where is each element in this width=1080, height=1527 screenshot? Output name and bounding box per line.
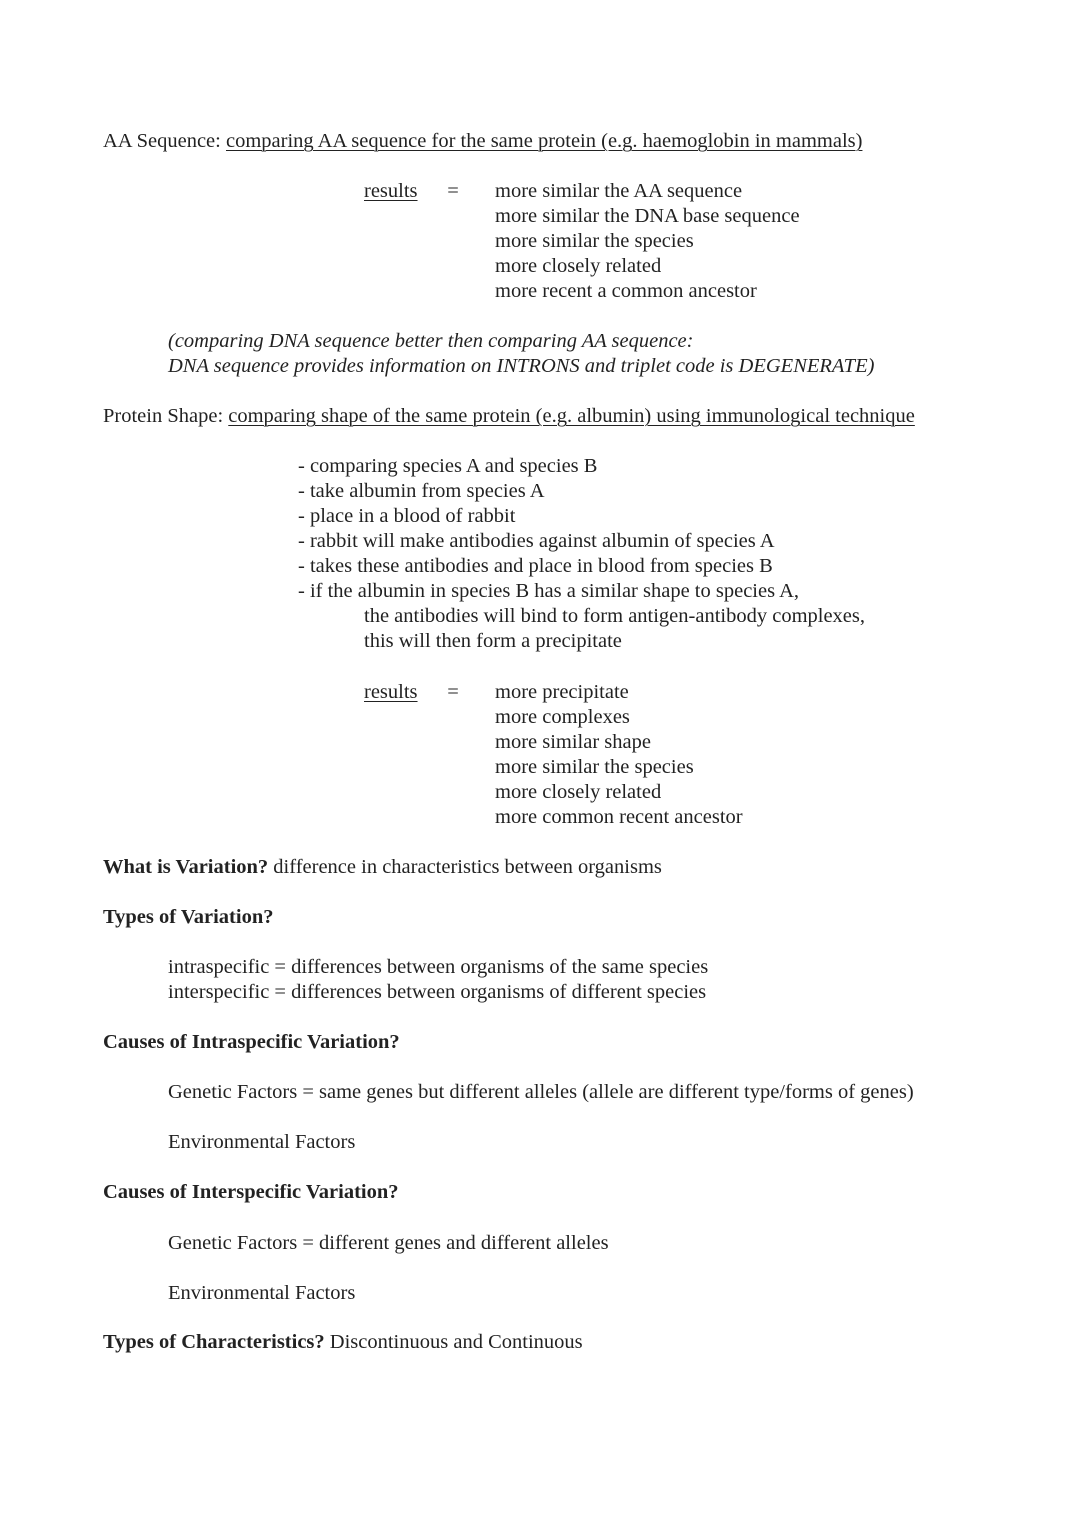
variation-type: intraspecific = differences between organisms of the same species [168,956,709,978]
intraspecific-genetic-factors: Genetic Factors = same genes but different alleles (allele are different type/forms of genes) [168,1081,914,1103]
protein-result-item: more closely related [495,781,662,803]
aa-sequence-line [103,129,862,154]
intraspecific-causes-heading: Causes of Intraspecific Variation? [103,1031,400,1053]
protein-results-label: results [364,681,418,703]
intraspecific-environmental-factors: Environmental Factors [168,1131,356,1153]
protein-results-equals: = [447,681,459,703]
characteristics-answer: Discontinuous and Continuous [324,1331,583,1353]
protein-step-continuation: this will then form a precipitate [364,630,622,652]
protein-result-item: more precipitate [495,681,629,703]
variation-question: What is Variation? [103,856,269,878]
protein-shape-description: comparing shape of the same protein (e.g. albumin) using immunological technique [228,405,915,427]
aa-sequence-description: comparing AA sequence for the same protein (e.g. haemoglobin in mammals) [225,130,863,152]
variation-answer: difference in characteristics between organisms [268,856,662,878]
protein-step-continuation: the antibodies will bind to form antigen-antibody complexes, [364,605,866,627]
protein-step: - if the albumin in species B has a similar shape to species A, [298,580,799,602]
protein-step: - takes these antibodies and place in blood from species B [298,555,773,577]
protein-result-item: more common recent ancestor [495,806,743,828]
dna-note-line-2: DNA sequence provides information on INTRONS and triplet code is DEGENERATE) [168,355,875,377]
aa-sequence-label: AA Sequence: [103,130,221,152]
protein-step: - rabbit will make antibodies against albumin of species A [298,530,775,552]
types-of-variation-heading: Types of Variation? [103,906,274,928]
dna-note-line-1: (comparing DNA sequence better then comparing AA sequence: [168,330,694,352]
protein-shape-label: Protein Shape: [103,405,224,427]
protein-result-item: more similar shape [495,731,651,753]
aa-results-equals: = [447,180,459,202]
protein-shape-line [103,404,915,429]
aa-result-item: more similar the AA sequence [495,180,743,202]
variation-definition [103,855,662,880]
variation-type: interspecific = differences between organisms of different species [168,981,707,1003]
interspecific-genetic-factors: Genetic Factors = different genes and different alleles [168,1232,609,1254]
protein-step: - take albumin from species A [298,480,545,502]
aa-results-label: results [364,180,418,202]
characteristics-line [103,1330,583,1355]
protein-result-item: more similar the species [495,756,694,778]
protein-step: - comparing species A and species B [298,455,598,477]
characteristics-question: Types of Characteristics? [103,1331,325,1353]
protein-result-item: more complexes [495,706,630,728]
protein-step: - place in a blood of rabbit [298,505,516,527]
aa-result-item: more similar the species [495,230,694,252]
aa-result-item: more closely related [495,255,662,277]
aa-result-item: more similar the DNA base sequence [495,205,800,227]
interspecific-causes-heading: Causes of Interspecific Variation? [103,1181,399,1203]
interspecific-environmental-factors: Environmental Factors [168,1282,356,1304]
aa-result-item: more recent a common ancestor [495,280,757,302]
